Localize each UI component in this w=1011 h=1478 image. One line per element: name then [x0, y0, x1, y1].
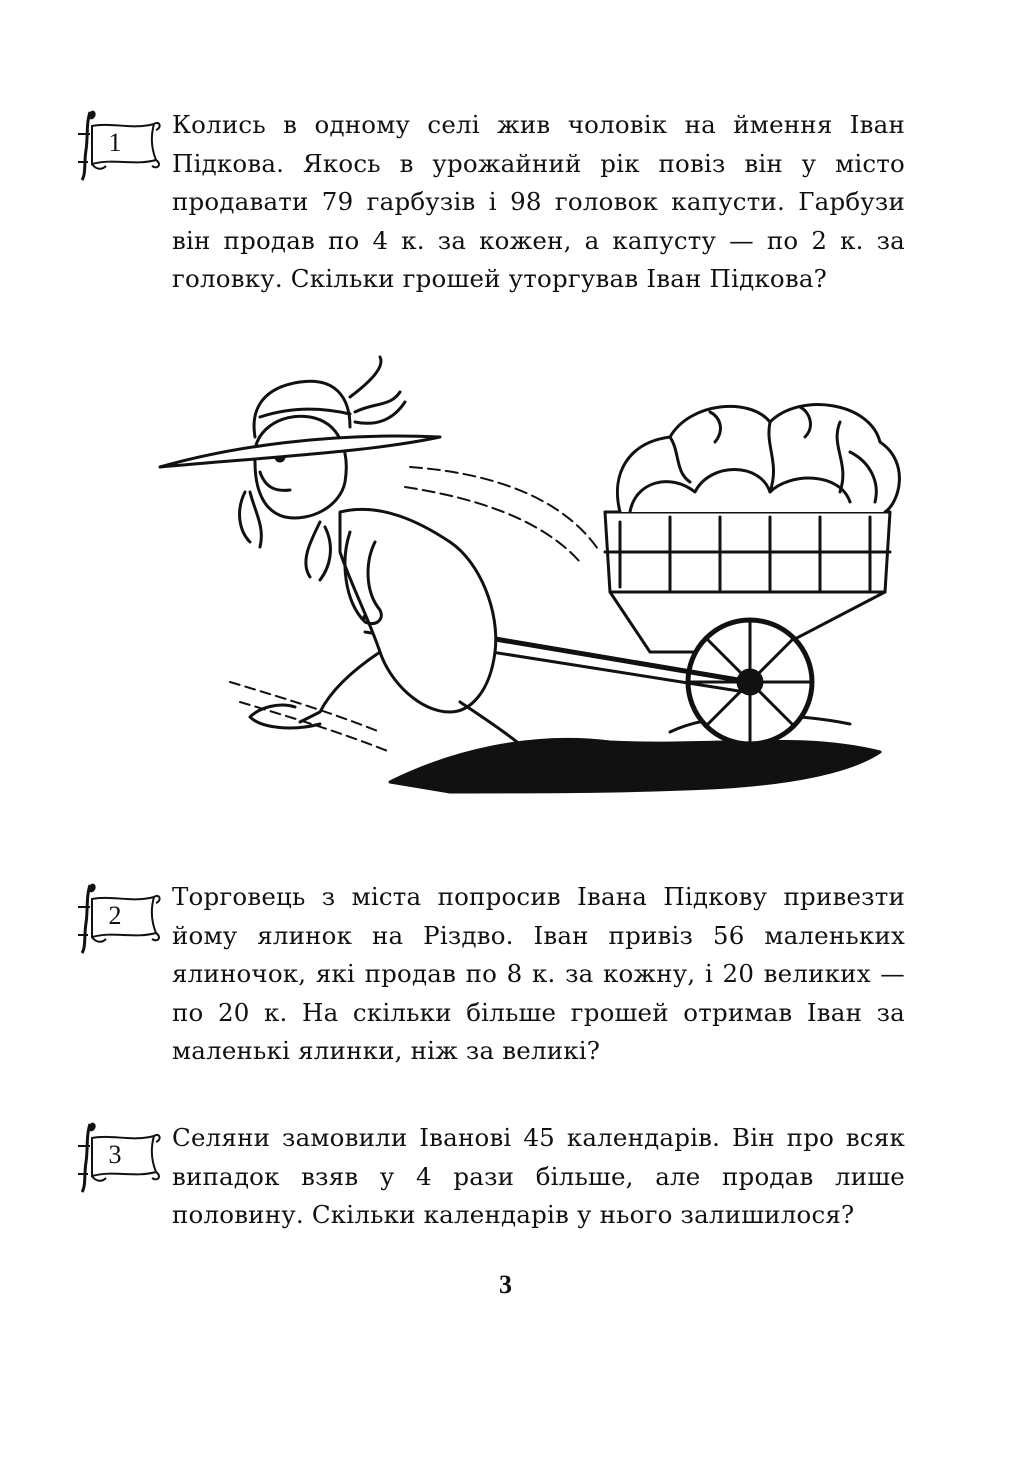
problem-text: Колись в одному селі жив чоловік на ймення Іван Підкова. Якось в урожайний рік повіз він у місто продавати 79 гарбузів і 98 головок капусти. Гарбузи він продав по 4 к. за кожен, а капусту — по 2 к. за головку. Скільки грошей уторгував Іван Підкова?	[172, 110, 905, 294]
man-pulling-cart-icon	[150, 352, 920, 822]
problem-number-badge	[72, 104, 164, 184]
problem-number: 2	[108, 901, 122, 930]
problem-text: Селяни замовили Іванові 45 календарів. Він про всяк випадок взяв у 4 рази більше, але продав лише половину. Скільки календарів у нього залишилося?	[172, 1123, 905, 1230]
problem-number-badge	[72, 877, 164, 957]
problem-text: Торговець з міста попросив Івана Підкову привезти йому ялинок на Різдво. Іван привіз 56 маленьких ялиночок, які продав по 8 к. за кожну, і 20 великих — по 20 к. На скільки більше грошей отримав Іван за маленькі ялинки, ніж за великі?	[172, 882, 905, 1066]
problem-number: 3	[108, 1140, 122, 1169]
page-number: 3	[499, 1270, 512, 1299]
problem-number: 1	[108, 128, 122, 157]
problem-number-badge	[72, 1116, 164, 1196]
